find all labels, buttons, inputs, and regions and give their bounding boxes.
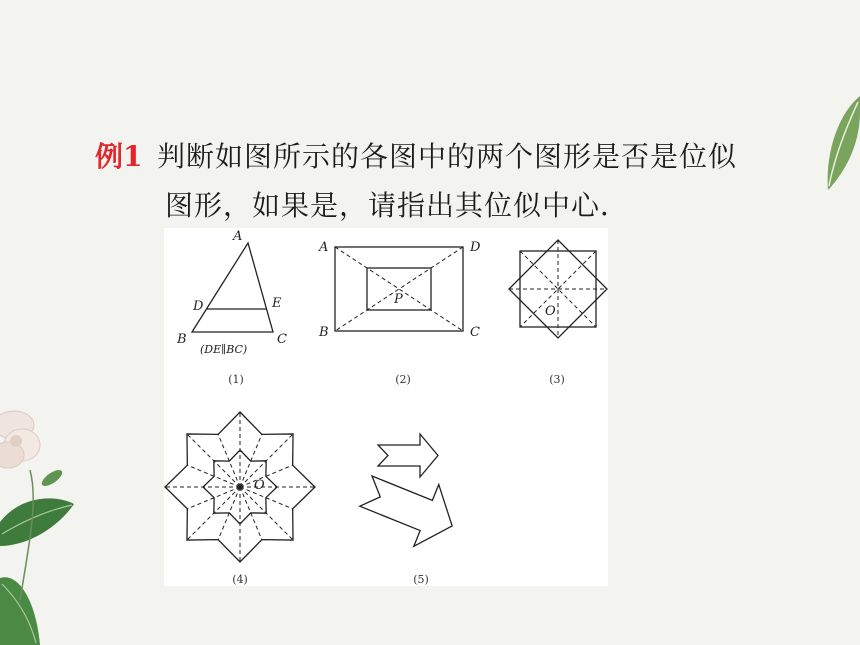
small-leaf: [39, 467, 64, 489]
label-b: B: [177, 332, 187, 347]
figure-3-caption: (3): [549, 373, 565, 386]
label-a: A: [319, 240, 329, 255]
leaf-shape: [828, 96, 860, 190]
figure-1-caption: (1): [228, 373, 244, 386]
figure-4-caption: (4): [232, 573, 248, 586]
figure-panel: [164, 228, 608, 586]
label-c: C: [470, 325, 480, 340]
question-line-1: 判断如图所示的各图中的两个图形是否是位似: [157, 140, 738, 173]
label-p: P: [394, 292, 403, 307]
figure-5-caption: (5): [413, 573, 429, 586]
figure-2-caption: (2): [395, 373, 411, 386]
question-line-2: 图形，如果是，请指出其位似中心．: [165, 189, 630, 222]
leaf-shape: [0, 498, 74, 546]
label-o: O: [254, 478, 265, 493]
leaf-decoration-top-right: [828, 96, 860, 190]
label-a: A: [233, 229, 243, 244]
leaf-decoration-bottom-left: [0, 467, 74, 645]
parallel-note: (DE∥BC): [200, 343, 248, 356]
label-b: B: [319, 325, 329, 340]
label-d: D: [193, 299, 204, 314]
label-e: E: [272, 296, 282, 311]
label-d: D: [470, 240, 481, 255]
example-label: 例1: [95, 140, 143, 173]
label-o: O: [545, 304, 556, 319]
center-point-o: [238, 485, 242, 489]
flower-decoration-bottom-left: [0, 411, 40, 468]
flower-center: [10, 435, 22, 447]
label-c: C: [277, 332, 287, 347]
